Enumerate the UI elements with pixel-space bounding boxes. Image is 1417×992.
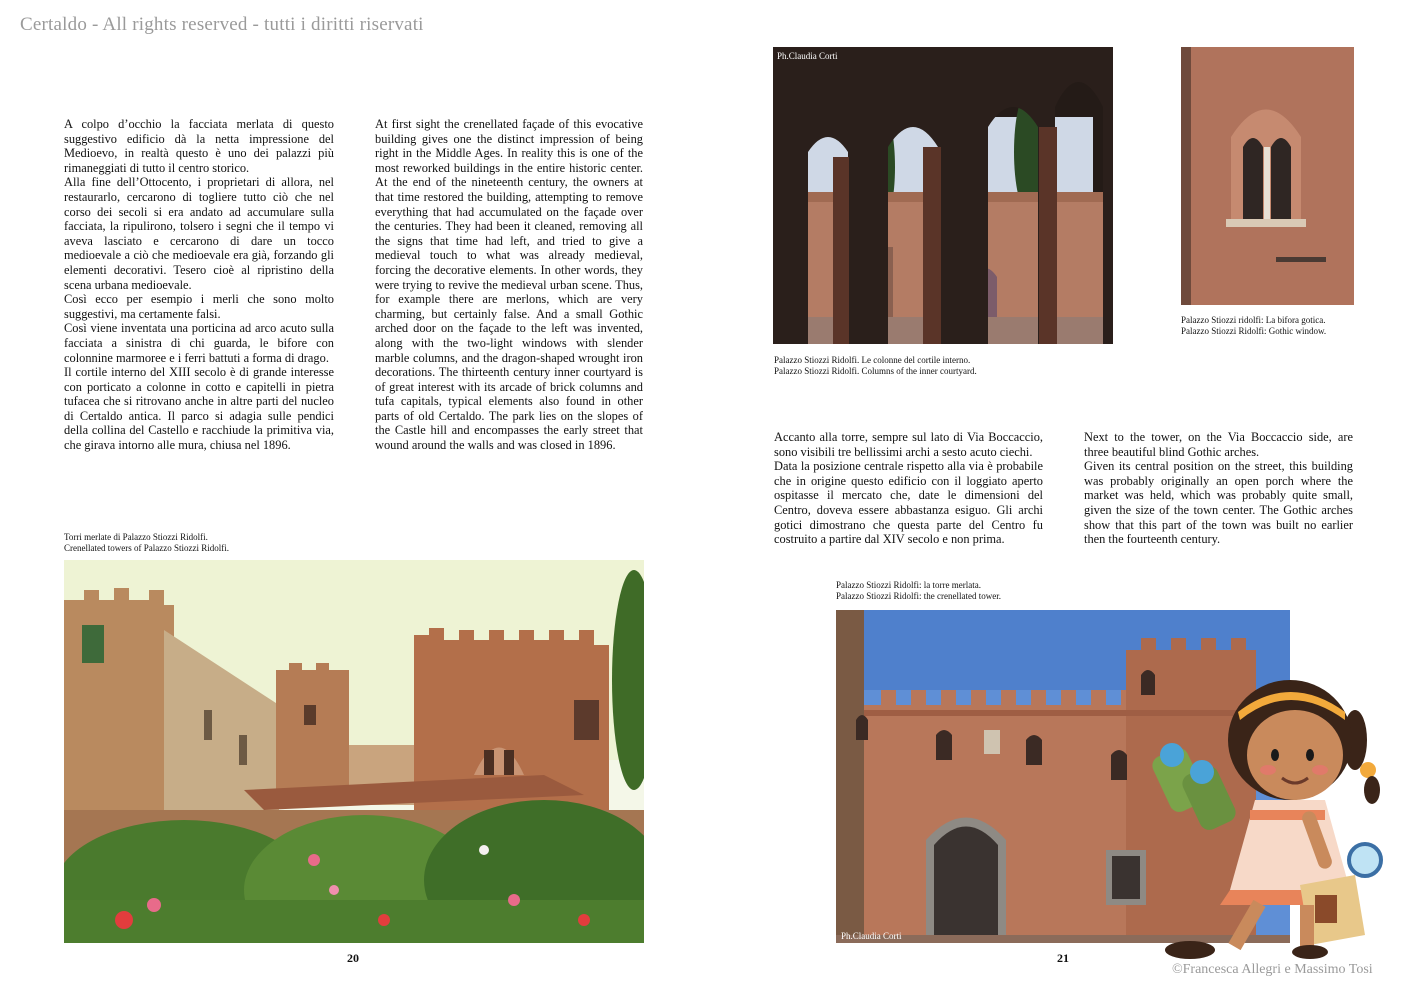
caption-english: Palazzo Stiozzi Ridolfi: the crenellated tower.: [836, 590, 1001, 601]
gothic-window-caption: [1181, 315, 1401, 336]
courtyard-photo-image: [773, 47, 1113, 344]
header-title: Certaldo - All rights reserved - tutti i diritti riservati: [20, 14, 424, 35]
gothic-window-image: [1181, 47, 1354, 305]
left-italian-text: [64, 117, 334, 453]
tower-caption: [836, 580, 1136, 601]
right-english-text: [1084, 430, 1353, 547]
courtyard-photo: [773, 47, 1113, 344]
caption-english: Crenellated towers of Palazzo Stiozzi Ridolfi.: [64, 542, 229, 553]
right-italian-text: [774, 430, 1043, 547]
courtyard-photo-credit: Ph.Claudia Corti: [777, 51, 838, 61]
caption-english: Palazzo Stiozzi Ridolfi: Gothic window.: [1181, 325, 1327, 336]
paragraph: Accanto alla torre, sempre sul lato di Via Boccaccio, sono visibili tre bellissimi archi a sesto acuto ciechi.: [774, 430, 1043, 459]
caption-italian: Palazzo Stiozzi Ridolfi: la torre merlata.: [836, 580, 981, 590]
paragraph: At first sight the crenellated façade of this evocative building gives one the distinct impression of being right in the Middle Ages. In reality this is one of the most reworked buildings in the entire historic center. At the end of the nineteenth century, the owners at that time restored the building, attempting to remove everything that had accumulated on the façade over the centuries. They had been it cleaned, removing all the signs that time had left, and tried to give a medieval touch to what was already medieval, forcing the decorative elements. In other words, they were trying to revive the medieval urban scene. Thus, for example there are merlons, which are very charming, but certainly false. And a small Gothic arched door on the façade to the left was invented, along with the two-light windows with slender marble columns, and the dragon-shaped wrought iron decorations. The thirteenth century inner courtyard is of great interest with its arcade of brick columns and tufa capitals, typical elements also found in other parts of old Certaldo. The park lies on the slopes of the Castle hill and encompasses the early street that wound around the walls and was closed in 1896.: [375, 117, 643, 453]
towers-photo: [64, 560, 644, 943]
page-number-left: 20: [347, 951, 359, 965]
caption-italian: Torri merlate di Palazzo Stiozzi Ridolfi.: [64, 532, 208, 542]
paragraph: Il cortile interno del XIII secolo è di grande interesse con porticato a colonne in cotto e capitelli in pietra tufacea che si ritrovano anche in altre parti del nucleo di Certaldo antica. Il parco si adagia sulle pendici della collina del Castello e racchiude la primitiva via, che girava intorno alle mura, chiusa nel 1896.: [64, 365, 334, 453]
paragraph: Next to the tower, on the Via Boccaccio side, are three beautiful blind Gothic arches.: [1084, 430, 1353, 459]
paragraph: A colpo d’occhio la facciata merlata di questo suggestivo edificio dà la netta impressione del Medioevo, in realtà questo è uno dei palazzi più rimaneggiati di tutto il centro storico.: [64, 117, 334, 175]
towers-photo-caption: [64, 532, 364, 553]
caption-italian: Palazzo Stiozzi Ridolfi. Le colonne del cortile interno.: [774, 355, 971, 365]
girl-explorer-illustration: [1150, 660, 1390, 960]
paragraph: Given its central position on the street, this building was probably originally an open porch where the market was held, which was probably quite small, given the size of the town center. The Gothic arches show that this part of the town was built no earlier then the fourteenth century.: [1084, 459, 1353, 547]
caption-english: Palazzo Stiozzi Ridolfi. Columns of the inner courtyard.: [774, 365, 977, 376]
towers-photo-image: [64, 560, 644, 943]
gothic-window-photo: [1181, 47, 1354, 305]
courtyard-caption: [774, 355, 1114, 376]
footer-copyright: ©Francesca Allegri e Massimo Tosi: [1172, 962, 1373, 977]
paragraph: Così viene inventata una porticina ad arco acuto sulla facciata a sinistra di chi guarda, le bifore con colonnine marmoree e i ferri battuti a forma di drago.: [64, 321, 334, 365]
page-number-right: 21: [1057, 951, 1069, 965]
left-english-text: [375, 117, 643, 453]
paragraph: Così ecco per esempio i merli che sono molto suggestivi, ma certamente falsi.: [64, 292, 334, 321]
caption-italian: Palazzo Stiozzi ridolfi: La bifora gotica.: [1181, 315, 1326, 325]
paragraph: Data la posizione centrale rispetto alla via è probabile che in origine questo edificio con il loggiato aperto ospitasse il mercato che, date le dimensioni del Centro, doveva essere abbastanza esiguo. Gli archi gotici dimostrano che questa parte del Centro fu costruito a partire dal XIV secolo e non prima.: [774, 459, 1043, 547]
girl-explorer-image: [1150, 660, 1390, 960]
paragraph: Alla fine dell’Ottocento, i proprietari di allora, nel restaurarlo, cercarono di togliere tutto ciò che nel corso dei secoli si era andato ad accumulare sulla facciata, la ripulirono, tolsero i segni che il tempo vi aveva lasciato e cercarono di dare un tocco medioevale a ciò che medioevale era già, forzando gli elementi decorativi. Tesero cioè al ripristino della scena urbana medioevale.: [64, 175, 334, 292]
tower-photo-credit: Ph.Claudia Corti: [841, 931, 902, 941]
